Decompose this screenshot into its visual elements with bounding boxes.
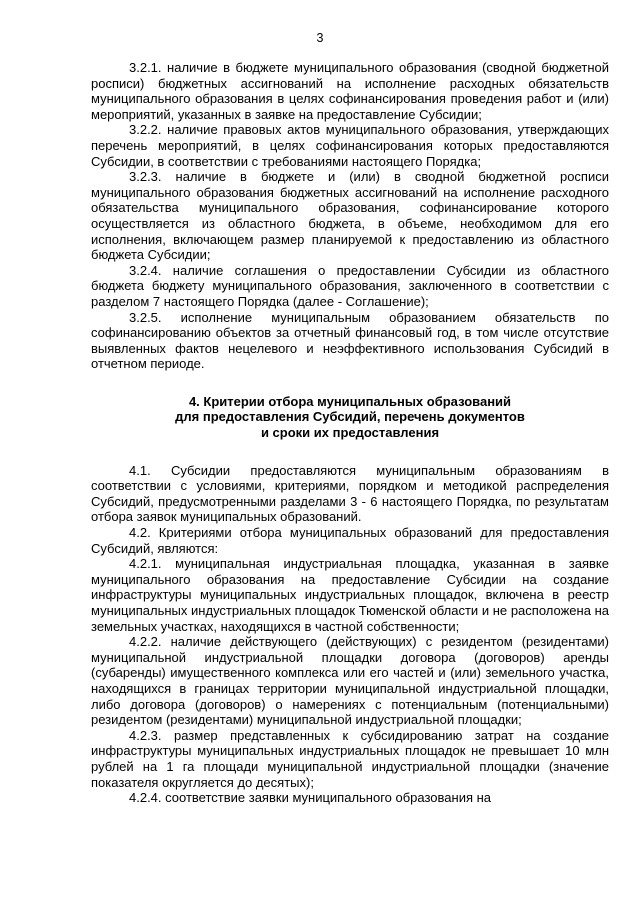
section-4-heading-line-1: 4. Критерии отбора муниципальных образований xyxy=(188,393,512,409)
page-number: 3 xyxy=(316,31,324,45)
clause-3-2-5: 3.2.5. исполнение муниципальным образованием обязательств по софинансированию объектов за отчетный финансовый год, в том числе отсутствие выявленных фактов нецелевого и неэффективного использования Субсидий в отчетном периоде. xyxy=(91,309,609,372)
clause-3-2-3: 3.2.3. наличие в бюджете и (или) в сводной бюджетной росписи муниципального образования бюджетных ассигнований на исполнение расходного обязательства муниципального образования, софинансирование которого осуществляется из областного бюджета, в объеме, необходимом для его исполнения, включающем размер планируемой к предоставлению из областного бюджета Субсидии; xyxy=(91,169,609,263)
clause-4-1: 4.1. Субсидии предоставляются муниципальным образованиям в соответствии с условиями, критериями, порядком и методикой распределения Субсидий, предусмотренными разделами 3 - 6 настоящего Порядка, по результатам отбора заявок муниципальных образований. xyxy=(91,462,609,525)
clause-3-2-4: 3.2.4. наличие соглашения о предоставлении Субсидии из областного бюджета бюджету муниципального образования, заключенного в соответствии с разделом 7 настоящего Порядка (далее - Соглашение); xyxy=(91,262,609,309)
clause-3-2-2: 3.2.2. наличие правовых актов муниципального образования, утверждающих перечень мероприятий, в целях софинансирования которых предоставляются Субсидии, в соответствии с требованиями настоящего Порядка; xyxy=(91,122,609,169)
section-4-heading-line-2: для предоставления Субсидий, перечень документов xyxy=(175,409,525,425)
section-4-heading xyxy=(91,394,609,441)
clause-4-2-4: 4.2.4. соответствие заявки муниципального образования на xyxy=(129,790,492,806)
clause-3-2-1: 3.2.1. наличие в бюджете муниципального образования (сводной бюджетной росписи) бюджетных ассигнований на исполнение расходных обязательств муниципального образования в целях софинансирования проведения работ и (или) мероприятий, указанных в заявке на предоставление Субсидии; xyxy=(91,60,609,122)
clause-4-2-2: 4.2.2. наличие действующего (действующих) с резидентом (резидентами) муниципальной индустриальной площадки договора (договоров) аренды (субаренды) имущественного комплекса или его частей и (или) земельного участка, находящихся в границах территории муниципальной индустриальной площадки, либо договора (договоров) о намерениях с потенциальным (потенциальными) резидентом (резидентами) муниципальной индустриальной площадки; xyxy=(91,634,609,728)
clause-4-2: 4.2. Критериями отбора муниципальных образований для предоставления Субсидий, являются: xyxy=(91,525,609,556)
document-body xyxy=(91,60,609,806)
clause-4-2-1: 4.2.1. муниципальная индустриальная площадка, указанная в заявке муниципального образования на предоставление Субсидии на создание инфраструктуры муниципальных индустриальных площадок, включена в реестр муниципальных индустриальных площадок Тюменской области и не расположена на земельных участках, находящихся в частной собственности; xyxy=(91,556,609,634)
clause-4-2-3: 4.2.3. размер представленных к субсидированию затрат на создание инфраструктуры муниципальных индустриальных площадок не превышает 10 млн рублей на 1 га площади муниципальной индустриальной площадки (значение показателя округляется до десятых); xyxy=(91,727,609,790)
section-4-heading-line-3: и сроки их предоставления xyxy=(260,425,440,441)
